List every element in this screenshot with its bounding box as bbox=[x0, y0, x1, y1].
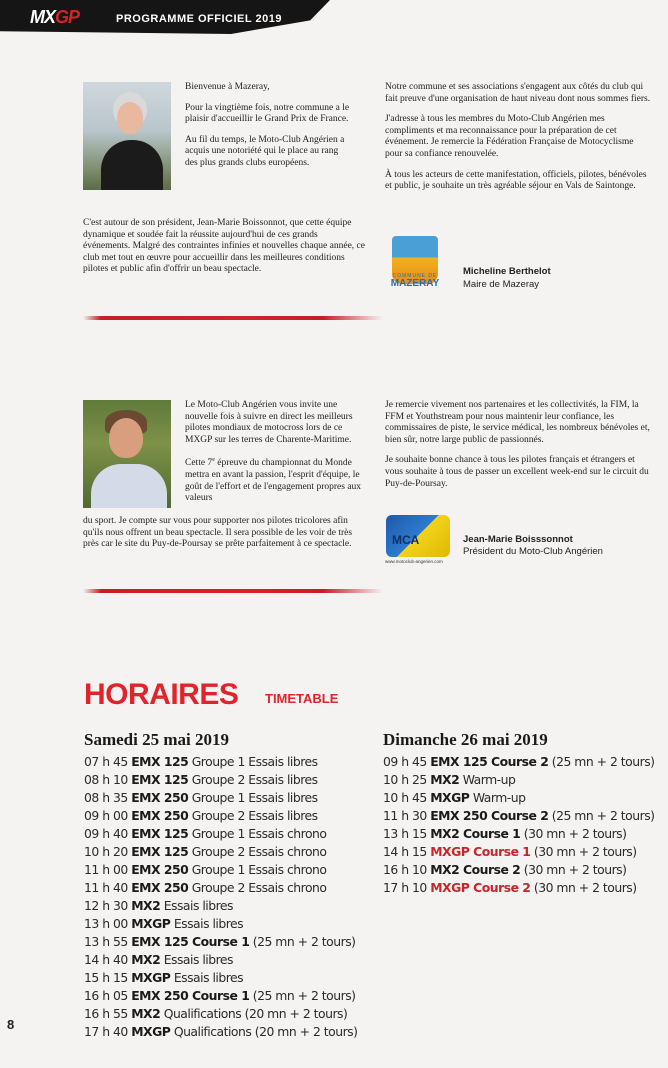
schedule-desc: Groupe 2 Essais chrono bbox=[191, 880, 327, 895]
moto-club-logo-text: MCA bbox=[392, 533, 420, 547]
saturday-heading: Samedi 25 mai 2019 bbox=[84, 730, 229, 749]
schedule-row bbox=[84, 952, 357, 970]
schedule-event: EMX 125 bbox=[131, 826, 189, 841]
schedule-event: EMX 125 bbox=[131, 844, 189, 859]
letter2-col1: Le Moto-Club Angérien vous invite une nouvelle fois à suivre en direct les meilleurs pilotes mondiaux de motocross lors de ce MXGP sur les terres de Charente-Maritime. Cette 7e épreuve du championnat du Monde mettra en avant la passion, l'esprit d'équipe, le goût de l'effort et de l'engagement propres aux valeurs bbox=[185, 400, 362, 504]
schedule-event: EMX 125 Course 1 bbox=[131, 934, 250, 949]
schedule-event: MX2 bbox=[131, 1006, 161, 1021]
schedule-desc: (30 mn + 2 tours) bbox=[523, 826, 627, 841]
schedule-desc: Warm-up bbox=[472, 790, 526, 805]
schedule-row bbox=[84, 754, 357, 772]
schedule-desc: (25 mn + 2 tours) bbox=[551, 754, 655, 769]
schedule-row bbox=[383, 826, 655, 844]
paragraph: J'adresse à tous les membres du Moto-Club Angérien mes compliments et ma reconnaissance pour la préparation de cet événement. Je remercie la Fédération Française de Motocyclisme pour sa confiance renouvelée. bbox=[385, 114, 634, 159]
schedule-desc: (30 mn + 2 tours) bbox=[523, 862, 627, 877]
schedule-row bbox=[84, 988, 357, 1006]
schedule-time: 13 h 55 bbox=[84, 934, 128, 949]
paragraph: Au fil du temps, le Moto-Club Angérien a acquis une notoriété qui le place au rang des plus grands clubs européens. bbox=[185, 134, 345, 168]
schedule-desc: Groupe 1 Essais chrono bbox=[191, 862, 327, 877]
schedule-desc: Qualifications (20 mn + 2 tours) bbox=[173, 1024, 358, 1039]
schedule-time: 16 h 55 bbox=[84, 1006, 128, 1021]
crest-name: MAZERAY bbox=[390, 278, 440, 289]
schedule-time: 09 h 00 bbox=[84, 808, 128, 823]
schedule-desc: Warm-up bbox=[462, 772, 516, 787]
signature-name-2: Jean-Marie Boisssonnot bbox=[463, 534, 573, 545]
schedule-event: MX2 Course 1 bbox=[430, 826, 521, 841]
schedule-event: EMX 125 bbox=[131, 772, 189, 787]
signature-role-2: Président du Moto-Club Angérien bbox=[463, 546, 603, 557]
schedule-event: EMX 250 bbox=[131, 790, 189, 805]
schedule-time: 08 h 35 bbox=[84, 790, 128, 805]
schedule-time: 13 h 15 bbox=[383, 826, 427, 841]
schedule-desc: (25 mn + 2 tours) bbox=[252, 988, 356, 1003]
sunday-heading: Dimanche 26 mai 2019 bbox=[383, 730, 548, 749]
schedule-desc: Qualifications (20 mn + 2 tours) bbox=[163, 1006, 348, 1021]
schedule-desc: Groupe 2 Essais libres bbox=[191, 772, 318, 787]
schedule-desc: Groupe 1 Essais libres bbox=[191, 754, 318, 769]
signature-name-1: Micheline Berthelot bbox=[463, 266, 551, 277]
schedule-row bbox=[383, 772, 655, 790]
schedule-event: MX2 bbox=[131, 952, 161, 967]
schedule-desc: (30 mn + 2 tours) bbox=[533, 844, 637, 859]
schedule-time: 15 h 15 bbox=[84, 970, 128, 985]
schedule-event: EMX 250 Course 2 bbox=[430, 808, 549, 823]
timetable-subtitle: TIMETABLE bbox=[265, 691, 339, 706]
schedule-event: MXGP bbox=[131, 970, 171, 985]
schedule-desc: Groupe 2 Essais chrono bbox=[191, 844, 327, 859]
schedule-desc: Essais libres bbox=[173, 970, 244, 985]
page-number: 8 bbox=[7, 1017, 15, 1032]
horaires-title: HORAIRES bbox=[84, 678, 239, 711]
schedule-time: 17 h 40 bbox=[84, 1024, 128, 1039]
schedule-desc: (25 mn + 2 tours) bbox=[252, 934, 356, 949]
schedule-time: 07 h 45 bbox=[84, 754, 128, 769]
crest-subtitle: COMMUNE DE bbox=[392, 273, 438, 279]
schedule-row bbox=[383, 754, 655, 772]
programme-title: PROGRAMME OFFICIEL 2019 bbox=[116, 13, 282, 25]
paragraph: Je souhaite bonne chance à tous les pilotes français et étrangers et vous souhaite à tous de passer un excellent week-end sur le circuit du Puy-de-Poursay. bbox=[385, 455, 649, 489]
schedule-desc: (30 mn + 2 tours) bbox=[533, 880, 637, 895]
schedule-desc: Groupe 1 Essais libres bbox=[191, 790, 318, 805]
schedule-row bbox=[383, 844, 655, 862]
paragraph: Pour la vingtième fois, notre commune a le plaisir d'accueillir le Grand Prix de France. bbox=[185, 102, 350, 125]
saturday-schedule bbox=[84, 754, 357, 1042]
divider-stroke-2 bbox=[83, 589, 383, 593]
paragraph: Je remercie vivement nos partenaires et les collectivités, la FIM, la FFM et Youthstream pour nous maintenir leur confiance, les commissaires de piste, le service médical, les nombreux bénévoles et, bien sûr, notre large public de passionnés. bbox=[385, 400, 650, 445]
mxgp-logo: MXGP bbox=[30, 7, 80, 27]
signature-role-1: Maire de Mazeray bbox=[463, 279, 540, 290]
schedule-time: 09 h 40 bbox=[84, 826, 128, 841]
schedule-desc: Groupe 1 Essais chrono bbox=[191, 826, 327, 841]
schedule-time: 14 h 40 bbox=[84, 952, 128, 967]
schedule-desc: (25 mn + 2 tours) bbox=[551, 808, 655, 823]
schedule-row bbox=[84, 808, 357, 826]
schedule-row bbox=[84, 880, 357, 898]
schedule-row bbox=[84, 790, 357, 808]
schedule-desc: Essais libres bbox=[173, 916, 244, 931]
schedule-desc: Essais libres bbox=[163, 898, 234, 913]
schedule-event: MX2 bbox=[430, 772, 460, 787]
schedule-event: MX2 Course 2 bbox=[430, 862, 521, 877]
schedule-desc: Essais libres bbox=[163, 952, 234, 967]
schedule-row bbox=[383, 880, 655, 898]
schedule-time: 16 h 10 bbox=[383, 862, 427, 877]
schedule-event: EMX 250 Course 1 bbox=[131, 988, 250, 1003]
moto-club-url: www.motoclub-angerien.com bbox=[385, 559, 443, 564]
schedule-row bbox=[84, 970, 357, 988]
letter1-col1 bbox=[185, 82, 353, 179]
schedule-time: 17 h 10 bbox=[383, 880, 427, 895]
schedule-row bbox=[84, 1024, 357, 1042]
paragraph: Notre commune et ses associations s'engagent aux côtés du club qui fait preuve d'une organisation de haut niveau dont nous sommes fiers. bbox=[385, 82, 651, 104]
letter2-tail: du sport. Je compte sur vous pour supporter nos pilotes tricolores afin qu'ils nous offrent un beau spectacle. Il sera possible de les voir de très près car le site du Puy-de-Poursay se prête parfaitement à ce spectacle. bbox=[83, 516, 353, 550]
schedule-time: 11 h 00 bbox=[84, 862, 128, 877]
schedule-row bbox=[84, 916, 357, 934]
schedule-time: 12 h 30 bbox=[84, 898, 128, 913]
schedule-row bbox=[84, 934, 357, 952]
sunday-schedule bbox=[383, 754, 655, 898]
letter2-col2 bbox=[385, 400, 653, 499]
schedule-time: 10 h 45 bbox=[383, 790, 427, 805]
schedule-row bbox=[84, 772, 357, 790]
schedule-event: EMX 125 Course 2 bbox=[430, 754, 549, 769]
schedule-row bbox=[84, 898, 357, 916]
mayor-photo bbox=[83, 82, 171, 190]
schedule-time: 09 h 45 bbox=[383, 754, 427, 769]
president-photo bbox=[83, 400, 171, 508]
schedule-row bbox=[383, 790, 655, 808]
schedule-event: MXGP Course 2 bbox=[430, 880, 531, 895]
schedule-time: 08 h 10 bbox=[84, 772, 128, 787]
schedule-event: EMX 250 bbox=[131, 862, 189, 877]
schedule-time: 11 h 40 bbox=[84, 880, 128, 895]
schedule-event: MXGP bbox=[430, 790, 470, 805]
schedule-event: MXGP bbox=[131, 916, 171, 931]
schedule-row bbox=[84, 844, 357, 862]
schedule-time: 10 h 25 bbox=[383, 772, 427, 787]
schedule-row bbox=[84, 1006, 357, 1024]
schedule-event: EMX 250 bbox=[131, 880, 189, 895]
paragraph: Bienvenue à Mazeray, bbox=[185, 82, 270, 92]
letter1-col2 bbox=[385, 82, 653, 202]
schedule-row bbox=[383, 808, 655, 826]
schedule-desc: Groupe 2 Essais libres bbox=[191, 808, 318, 823]
schedule-time: 13 h 00 bbox=[84, 916, 128, 931]
schedule-event: MX2 bbox=[131, 898, 161, 913]
schedule-event: EMX 250 bbox=[131, 808, 189, 823]
divider-stroke-1 bbox=[83, 316, 383, 320]
schedule-event: MXGP bbox=[131, 1024, 171, 1039]
schedule-row bbox=[84, 862, 357, 880]
schedule-event: MXGP Course 1 bbox=[430, 844, 531, 859]
letter1-tail: C'est autour de son président, Jean-Marie Boissonnot, que cette équipe dynamique et soudée fait la réussite aujourd'hui de ces grands événements. Malgré des contraintes infinies et nouvelles chaque année, ce club met tout en œuvre pour accueillir dans les meilleures conditions pilotes et public afin d'offrir un beau spectacle. bbox=[83, 218, 365, 275]
schedule-time: 16 h 05 bbox=[84, 988, 128, 1003]
schedule-row bbox=[84, 826, 357, 844]
schedule-time: 11 h 30 bbox=[383, 808, 427, 823]
paragraph: À tous les acteurs de cette manifestation, officiels, pilotes, bénévoles et public, je souhaite un très agréable séjour en Vals de Saintonge. bbox=[385, 169, 647, 192]
schedule-time: 10 h 20 bbox=[84, 844, 128, 859]
schedule-time: 14 h 15 bbox=[383, 844, 427, 859]
schedule-event: EMX 125 bbox=[131, 754, 189, 769]
schedule-row bbox=[383, 862, 655, 880]
